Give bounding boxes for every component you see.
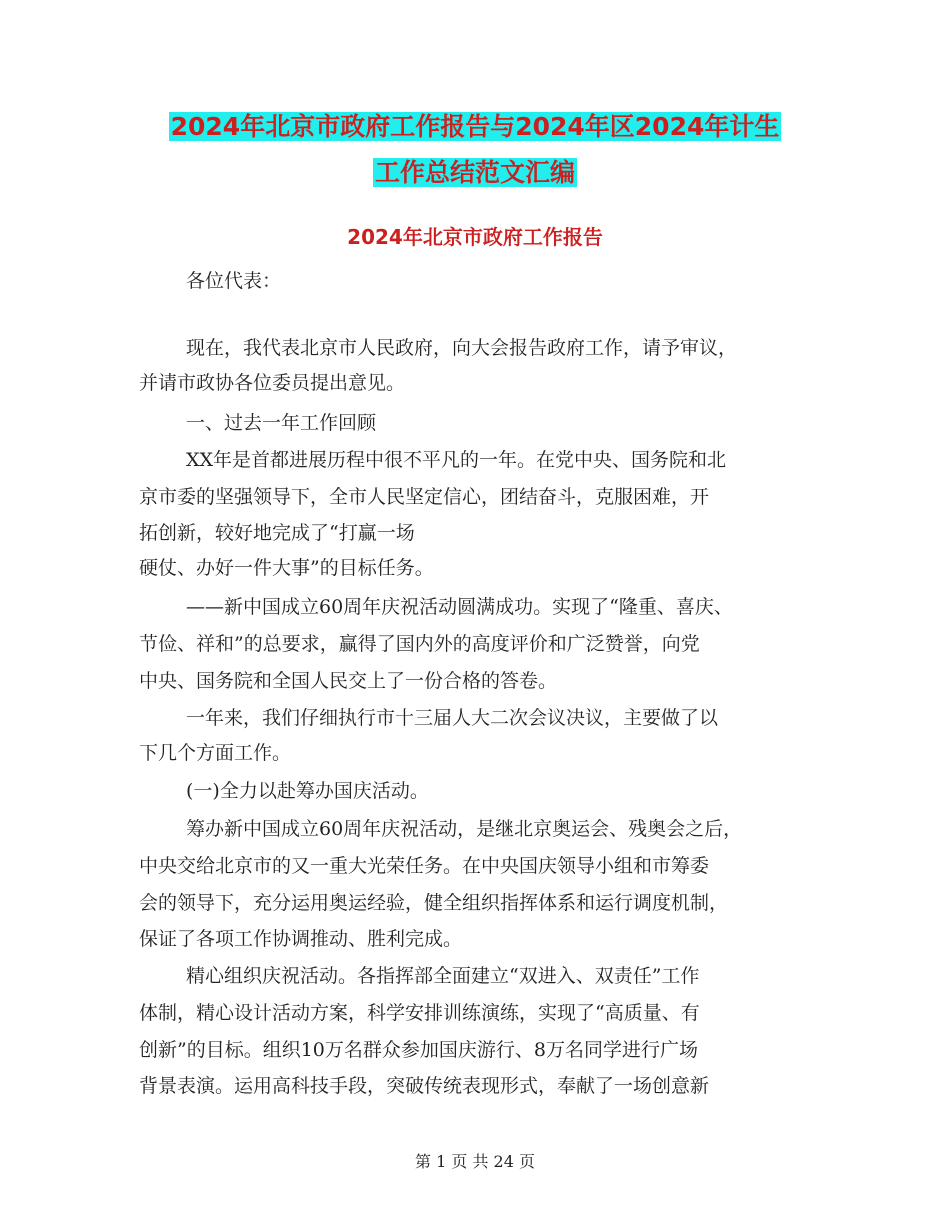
body-line: 京市委的坚强领导下，全市人民坚定信心，团结奋斗，克服困难，开 bbox=[139, 486, 710, 508]
body-line: XX年是首都进展历程中很不平凡的一年。在党中央、国务院和北 bbox=[186, 449, 727, 471]
body-line: ——新中国成立60周年庆祝活动圆满成功。实现了“隆重、喜庆、 bbox=[186, 596, 733, 618]
body-line: 创新”的目标。组织10万名群众参加国庆游行、8万名同学进行广场 bbox=[139, 1039, 698, 1061]
body-line: 各位代表： bbox=[186, 270, 282, 292]
body-line: 节俭、祥和”的总要求，赢得了国内外的高度评价和广泛赞誉，向党 bbox=[139, 633, 700, 655]
body-line: 中央交给北京市的又一重大光荣任务。在中央国庆领导小组和市筹委 bbox=[139, 855, 710, 877]
body-line: 硬仗、办好一件大事”的目标任务。 bbox=[139, 557, 434, 579]
body-line: 下几个方面工作。 bbox=[139, 742, 292, 764]
body-line: 会的领导下，充分运用奥运经验，健全组织指挥体系和运行调度机制， bbox=[139, 892, 729, 914]
body-line: 拓创新，较好地完成了“打赢一场 bbox=[139, 522, 415, 544]
document-title-line-2 bbox=[0, 153, 950, 193]
body-line: 体制，精心设计活动方案，科学安排训练演练，实现了“高质量、有 bbox=[139, 1002, 700, 1024]
document-title-line-1 bbox=[0, 107, 950, 147]
body-line: 现在，我代表北京市人民政府，向大会报告政府工作，请予审议， bbox=[186, 337, 738, 359]
body-line: 并请市政协各位委员提出意见。 bbox=[139, 372, 406, 394]
section-title: 2024年北京市政府工作报告 bbox=[347, 225, 603, 249]
body-line: 一年来，我们仔细执行市十三届人大二次会议决议，主要做了以 bbox=[186, 707, 719, 729]
body-line: 精心组织庆祝活动。各指挥部全面建立“双进入、双责任”工作 bbox=[186, 965, 700, 987]
body-line: (一)全力以赴筹办国庆活动。 bbox=[186, 780, 429, 802]
body-line: 筹办新中国成立60周年庆祝活动，是继北京奥运会、残奥会之后， bbox=[186, 818, 743, 840]
body-line: 背景表演。运用高科技手段，突破传统表现形式，奉献了一场创意新 bbox=[139, 1075, 710, 1097]
page-footer: 第 1 页 共 24 页 bbox=[415, 1152, 535, 1171]
body-line: 中央、国务院和全国人民交上了一份合格的答卷。 bbox=[139, 670, 558, 692]
document-title-text-1: 2024年北京市政府工作报告与2024年区2024年计生 bbox=[170, 112, 780, 141]
body-line: 保证了各项工作协调推动、胜利完成。 bbox=[139, 928, 463, 950]
document-title-text-2: 工作总结范文汇编 bbox=[374, 158, 575, 187]
body-line: 一、过去一年工作回顾 bbox=[186, 412, 377, 434]
